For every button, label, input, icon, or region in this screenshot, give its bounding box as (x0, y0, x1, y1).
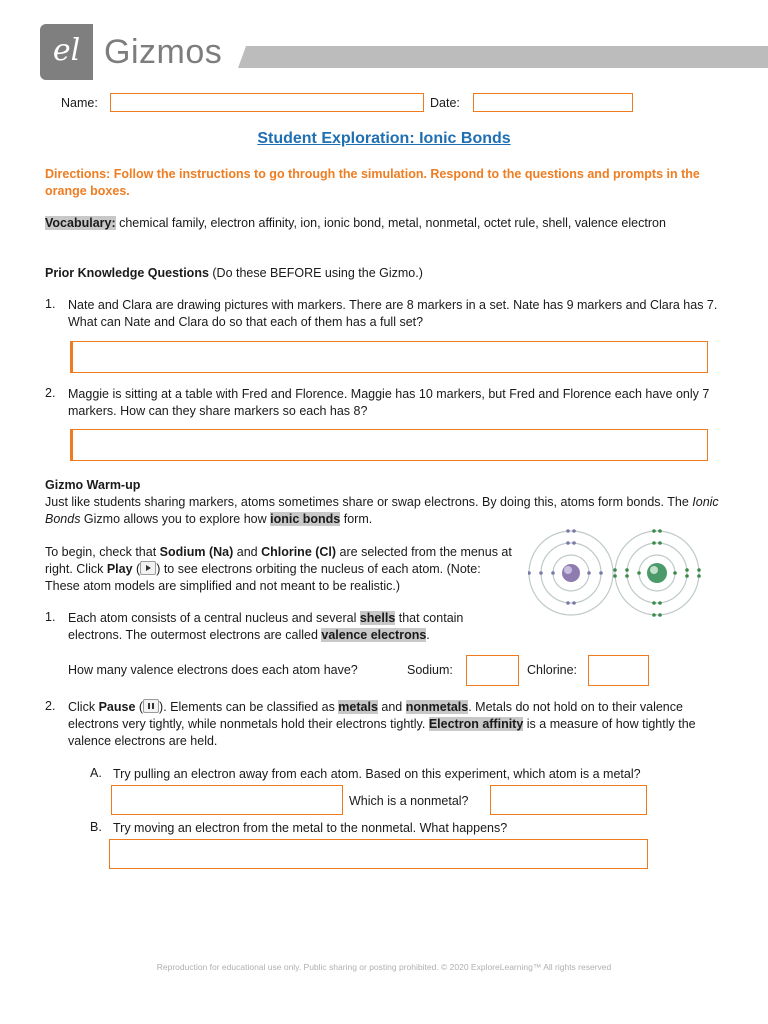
gizmos-logo (40, 24, 93, 80)
warmup-begin-paragraph (45, 544, 515, 595)
sodium-label: Sodium: (407, 663, 453, 677)
nonmetal-answer-field[interactable] (490, 785, 647, 815)
begin-and: and (233, 545, 262, 559)
warmup-q2-text (68, 699, 728, 750)
warmup-q1-text (68, 610, 518, 644)
prior-q2-text: Maggie is sitting at a table with Fred and Florence. Maggie has 10 markers, but Fred and Florence each have only 7 markers. How can they share markers so each has 8? (68, 387, 710, 418)
warmup-intro (45, 494, 725, 528)
vocabulary-paragraph (45, 215, 725, 232)
chlorine-label: Chlorine: (527, 663, 578, 677)
sodium-valence-field[interactable] (466, 655, 519, 686)
prior-q2-number: 2. (45, 386, 56, 400)
q2-d: is a measure of how tightly the valence electrons are held. (68, 717, 696, 748)
chlorine-term: Chlorine (Cl) (261, 545, 337, 559)
chlorine-atom-model (613, 529, 701, 617)
part-a-letter: A. (90, 766, 102, 780)
nonmetal-label: Which is a nonmetal? (349, 794, 469, 808)
directions: Directions: Follow the instructions to go through the simulation. Respond to the questions and prompts in the orange boxes. (45, 167, 700, 198)
brand-name: Gizmos (104, 33, 223, 71)
warmup-q2-number: 2. (45, 699, 56, 713)
prior-q1-text: Nate and Clara are drawing pictures with markers. There are 8 markers in a set. Nate has 9 markers and Clara has 7. What can Nate and Clara do so that each of them has a full set? (68, 298, 718, 329)
atom-models-image (528, 527, 704, 619)
explorelearning-logo-icon: el (52, 33, 81, 68)
q2-a: Click (68, 700, 99, 714)
electron-affinity-term: Electron affinity (428, 717, 524, 731)
metal-answer-field[interactable] (111, 785, 343, 815)
part-b-letter: B. (90, 820, 102, 834)
date-label: Date: (430, 96, 460, 110)
name-field[interactable] (110, 93, 424, 112)
warmup-intro-a: Just like students sharing markers, atoms sometimes share or swap electrons. By doing this, atoms form bonds. The (45, 495, 693, 509)
name-label: Name: (61, 96, 98, 110)
warmup-intro-b: Gizmo allows you to explore how (80, 512, 271, 526)
date-field[interactable] (473, 93, 633, 112)
q2-paren-open: ( (135, 700, 144, 714)
sodium-term: Sodium (Na) (159, 545, 234, 559)
begin-b: are selected from the menus at right. Click (45, 545, 512, 576)
q1-a: Each atom consists of a central nucleus and several (68, 611, 360, 625)
vocabulary-text: chemical family, electron affinity, ion, ionic bond, metal, nonmetal, octet rule, shell, valence electron (115, 216, 666, 230)
play-term: Play (106, 562, 133, 576)
part-b-text: Try moving an electron from the metal to the nonmetal. What happens? (113, 821, 508, 835)
prior-q1-answer-box[interactable] (70, 341, 708, 373)
warmup-q1-number: 1. (45, 610, 56, 624)
ionic-bonds-term: ionic bonds (270, 512, 341, 526)
part-a-text: Try pulling an electron away from each atom. Based on this experiment, which atom is a metal? (113, 767, 641, 781)
q1-b: that contain electrons. The outermost electrons are called (68, 611, 464, 642)
sodium-atom-model (528, 529, 613, 615)
header-decorative-bar (238, 46, 768, 68)
valence-electrons-term: valence electrons (321, 628, 427, 642)
prior-knowledge-note: (Do these BEFORE using the Gizmo.) (208, 266, 423, 280)
begin-a: To begin, check that (45, 545, 160, 559)
prior-knowledge-heading: Prior Knowledge Questions (45, 266, 209, 280)
vocabulary-label: Vocabulary: (45, 216, 116, 230)
pause-icon (143, 699, 159, 713)
prior-q1-number: 1. (45, 297, 56, 311)
q2-c: . Metals do not hold on to their valence electrons very tightly, while nonmetals hold their electrons tightly. (68, 700, 683, 731)
metals-term: metals (338, 700, 378, 714)
prior-knowledge-heading-line (45, 265, 725, 282)
play-icon (140, 561, 156, 575)
chlorine-valence-field[interactable] (588, 655, 649, 686)
warmup-intro-c: form. (340, 512, 373, 526)
valence-prompt: How many valence electrons does each atom have? (68, 663, 358, 677)
gizmo-name: Ionic Bonds (45, 495, 719, 526)
warmup-heading: Gizmo Warm-up (45, 478, 141, 492)
page-title: Student Exploration: Ionic Bonds (257, 130, 511, 147)
begin-c: ) to see electrons orbiting the nucleus of each atom. (Note: These atom models are simplified and not meant to be realistic.) (45, 562, 481, 593)
nonmetals-term: nonmetals (405, 700, 469, 714)
part-b-answer-box[interactable] (109, 839, 648, 869)
q1-c: . (426, 628, 430, 642)
q2-and: and (377, 700, 406, 714)
copyright-footer: Reproduction for educational use only. Public sharing or posting prohibited. © 2020 ExploreLearning™ All rights reserved (156, 962, 612, 972)
prior-q2-answer-box[interactable] (70, 429, 708, 461)
begin-paren-open: ( (132, 562, 141, 576)
pause-term: Pause (98, 700, 136, 714)
q2-b: ). Elements can be classified as (159, 700, 339, 714)
shells-term: shells (359, 611, 396, 625)
